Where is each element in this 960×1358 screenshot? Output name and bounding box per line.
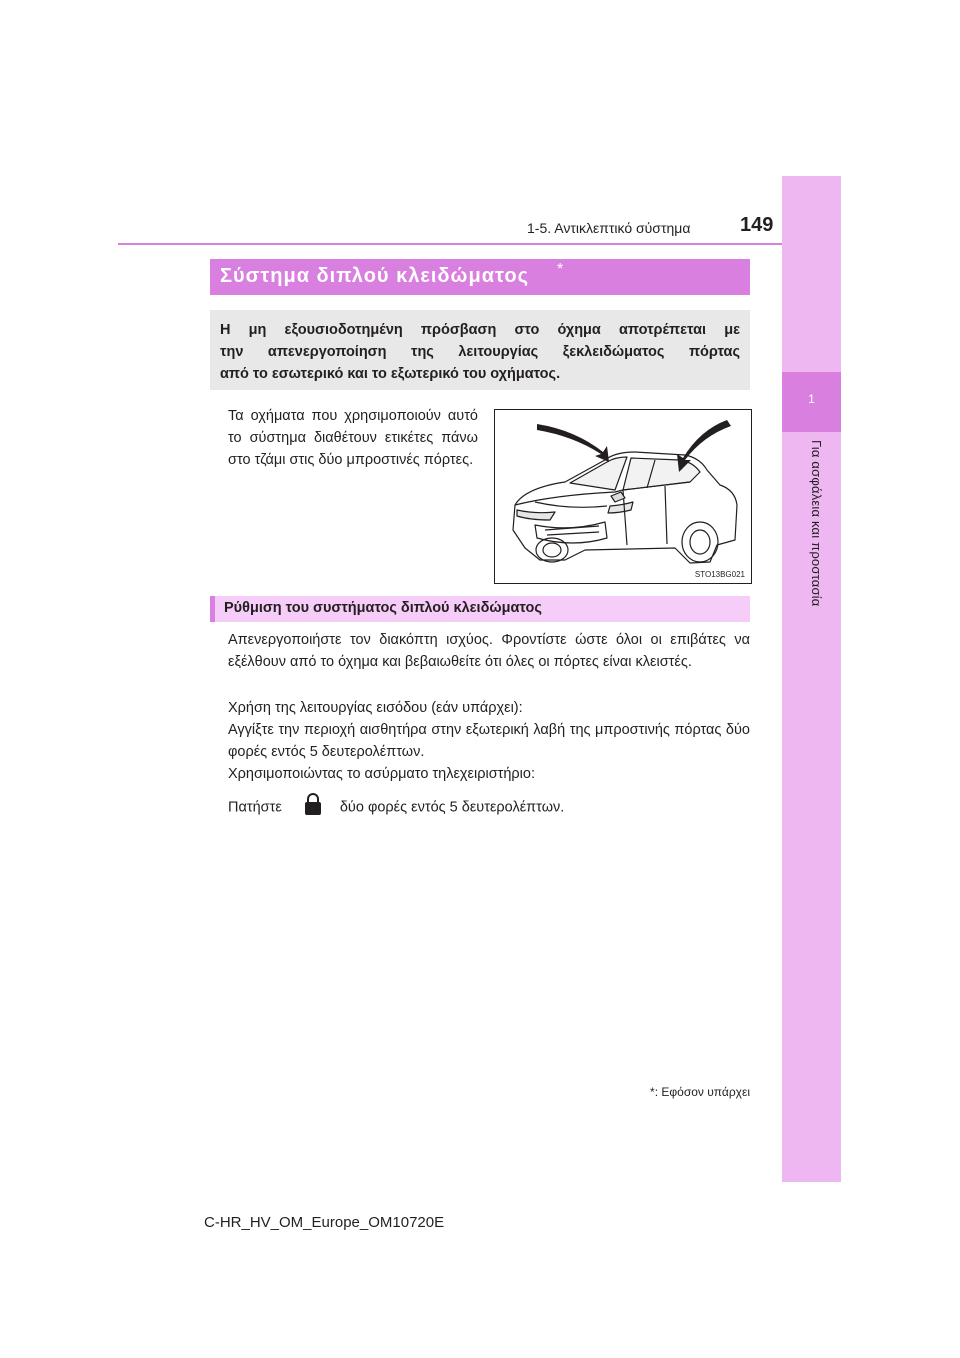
chapter-side-tab [782,176,841,1182]
header-divider [118,243,782,245]
subsection-bar [210,596,750,622]
chapter-label: Για ασφάλεια και προστασία [809,440,824,607]
car-drawing [495,410,751,583]
press-suffix: δύο φορές εντός 5 δευτερολέπτων. [339,799,565,816]
label-note: Τα οχήματα που χρησιμοποιούν αυτό το σύστημα διαθέτουν ετικέτες πάνω στο τζάμι στις δύο μπροστινές πόρτες. [228,408,478,468]
title-footnote-marker: * [557,261,564,278]
subsection-title: Ρύθμιση του συστήματος διπλού κλειδώματος [224,600,542,616]
press-prefix: Πατήστε [228,799,282,816]
footnote [600,1085,750,1099]
footnote-text: : Εφόσον υπάρχει [654,1085,750,1099]
chapter-number: 1 [808,392,815,406]
press-instruction [228,792,750,823]
intro-line-1: Η μη εξουσιοδοτημένη πρόσβαση στο όχημα αποτρέπεται με [220,322,740,338]
lock-button-icon [304,792,322,823]
intro-box [210,310,750,390]
subsection-accent [210,596,215,622]
entry-function-heading: Χρήση της λειτουργίας εισόδου (εάν υπάρχει): [228,700,523,716]
page-title: Σύστημα διπλού κλειδώματος [220,265,529,287]
section-title: 1-5. Αντικλεπτικό σύστημα [527,220,691,236]
page-number: 149 [740,214,774,236]
figure-code: STO13BG021 [694,570,745,579]
document-id: C-HR_HV_OM_Europe_OM10720E [204,1214,445,1231]
entry-function-text: Αγγίξτε την περιοχή αισθητήρα στην εξωτερική λαβή της μπροστινής πόρτας δύο φορές εντός 5 δευτερολέπτων. [228,722,750,760]
footnote-marker: * [650,1085,655,1099]
intro-line-2: την απενεργοποίηση της λειτουργίας ξεκλειδώματος πόρτας [220,344,740,360]
intro-line-3: από το εσωτερικό και το εξωτερικό του οχήματος. [220,366,561,382]
remote-heading: Χρησιμοποιώντας το ασύρματο τηλεχειριστήριο: [228,766,535,782]
chapter-number-tab [782,372,841,432]
page-title-bar [210,259,750,295]
car-illustration [494,409,752,584]
step-1-text: Απενεργοποιήστε τον διακόπτη ισχύος. Φροντίστε ώστε όλοι οι επιβάτες να εξέλθουν από το όχημα και βεβαιωθείτε ότι όλες οι πόρτες είναι κλειστές. [228,632,750,670]
